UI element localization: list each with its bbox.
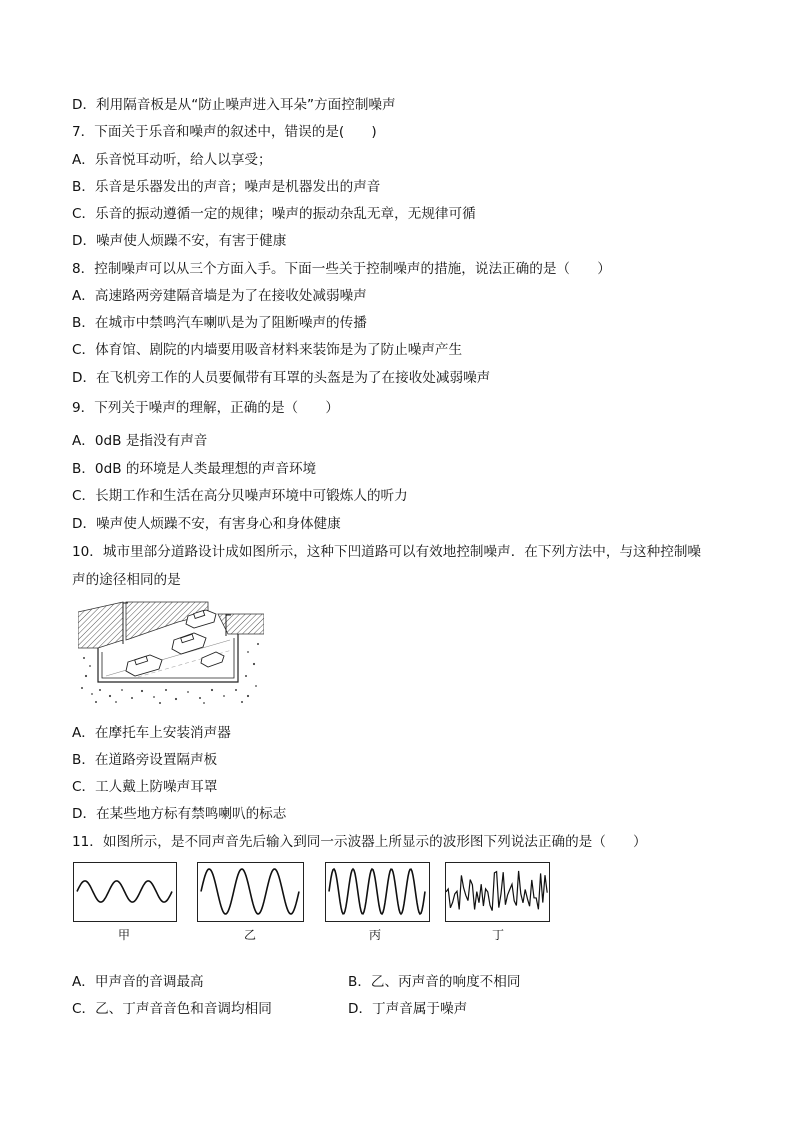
- waveform-yi-svg: [198, 863, 302, 920]
- q11-option-c: C．乙、丁声音音色和音调均相同: [72, 1001, 272, 1017]
- waveform-jia: [73, 862, 177, 922]
- waveform-bing-svg: [326, 863, 428, 920]
- q7-option-a: A．乐音悦耳动听，给人以享受；: [72, 152, 272, 168]
- gravel-texture: [81, 643, 259, 704]
- waveform-label-yi: 乙: [243, 928, 256, 942]
- q6-option-d: D．利用隔音板是从“防止噪声进入耳朵”方面控制噪声: [72, 97, 396, 113]
- waveform-yi: [197, 862, 304, 922]
- q9-stem: 9．下列关于噪声的理解，正确的是（ ）: [72, 400, 339, 416]
- q10-stem-line1: 10．城市里部分道路设计成如图所示，这种下凹道路可以有效地控制噪声．在下列方法中，与这种控制噪: [72, 544, 702, 560]
- q8-option-b: B．在城市中禁鸣汽车喇叭是为了阻断噪声的传播: [72, 315, 367, 331]
- q10-stem-line2: 声的途径相同的是: [72, 572, 181, 588]
- q7-option-d: D．噪声使人烦躁不安，有害于健康: [72, 233, 287, 249]
- q9-option-d: D．噪声使人烦躁不安，有害身心和身体健康: [72, 516, 341, 532]
- q10-option-d: D．在某些地方标有禁鸣喇叭的标志: [72, 806, 287, 822]
- q10-option-a: A．在摩托车上安装消声器: [72, 725, 231, 741]
- waveform-bing-path: [329, 869, 425, 914]
- q9-option-a: A．0dB 是指没有声音: [72, 433, 208, 449]
- waveform-label-jia: 甲: [117, 928, 130, 942]
- q8-option-a: A．高速路两旁建隔音墙是为了在接收处减弱噪声: [72, 288, 367, 304]
- q8-stem: 8．控制噪声可以从三个方面入手。下面一些关于控制噪声的措施，说法正确的是（ ）: [72, 261, 611, 277]
- q7-option-c: C．乐音的振动遵循一定的规律；噪声的振动杂乱无章，无规律可循: [72, 206, 476, 222]
- waveform-label-ding: 丁: [491, 928, 504, 942]
- waveform-jia-svg: [74, 863, 175, 920]
- q7-stem: 7．下面关于乐音和噪声的叙述中，错误的是( ): [72, 124, 377, 140]
- q11-option-a: A．甲声音的音调最高: [72, 974, 204, 990]
- q9-option-c: C．长期工作和生活在高分贝噪声环境中可锻炼人的听力: [72, 488, 408, 504]
- q8-option-c: C．体育馆、剧院的内墙要用吸音材料来装饰是为了防止噪声产生: [72, 342, 463, 358]
- q10-option-b: B．在道路旁设置隔声板: [72, 752, 218, 768]
- q7-option-b: B．乐音是乐器发出的声音；噪声是机器发出的声音: [72, 179, 381, 195]
- waveform-yi-path: [201, 869, 299, 914]
- waveform-label-bing: 丙: [368, 928, 381, 942]
- q11-stem: 11．如图所示，是不同声音先后输入到同一示波器上所显示的波形图下列说法正确的是（ ）: [72, 834, 647, 850]
- sunken-road-figure: [78, 600, 264, 706]
- waveform-ding-svg: [446, 863, 548, 920]
- waveform-jia-path: [77, 881, 172, 902]
- q11-option-d: D．丁声音属于噪声: [348, 1001, 468, 1017]
- q10-option-c: C．工人戴上防噪声耳罩: [72, 779, 218, 795]
- waveform-bing: [325, 862, 430, 922]
- waveform-ding: [445, 862, 550, 922]
- q9-option-b: B．0dB 的环境是人类最理想的声音环境: [72, 461, 317, 477]
- q11-option-b: B．乙、丙声音的响度不相同: [348, 974, 521, 990]
- waveform-ding-path: [446, 871, 547, 911]
- q8-option-d: D．在飞机旁工作的人员要佩带有耳罩的头盔是为了在接收处减弱噪声: [72, 370, 491, 386]
